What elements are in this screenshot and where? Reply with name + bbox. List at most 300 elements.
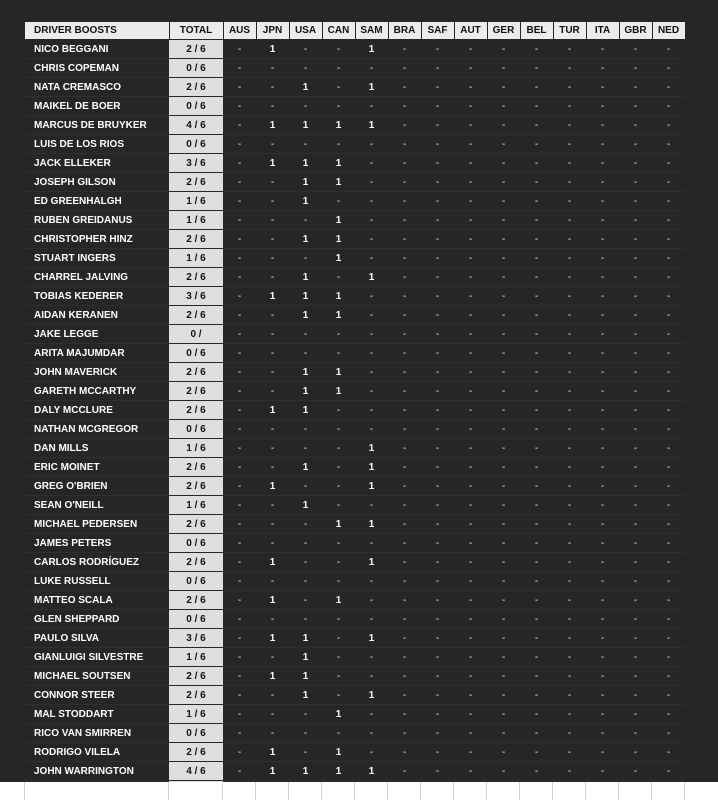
- race-cell-ned[interactable]: -: [652, 249, 685, 268]
- race-cell-jpn[interactable]: -: [256, 59, 289, 78]
- race-cell-aut[interactable]: -: [454, 211, 487, 230]
- race-cell-usa[interactable]: 1: [289, 268, 322, 287]
- total-cell[interactable]: 3 / 6: [169, 287, 223, 306]
- race-cell-aus[interactable]: -: [223, 154, 256, 173]
- race-cell-saf[interactable]: -: [421, 762, 454, 781]
- race-cell-bel[interactable]: -: [520, 458, 553, 477]
- race-cell-aut[interactable]: -: [454, 325, 487, 344]
- race-cell-jpn[interactable]: 1: [256, 743, 289, 762]
- race-cell-bel[interactable]: -: [520, 116, 553, 135]
- race-header-gbr[interactable]: GBR: [619, 22, 652, 40]
- race-cell-can[interactable]: -: [322, 401, 355, 420]
- race-cell-usa[interactable]: 1: [289, 306, 322, 325]
- race-cell-gbr[interactable]: -: [619, 363, 652, 382]
- race-cell-can[interactable]: -: [322, 344, 355, 363]
- race-cell-tur[interactable]: -: [553, 629, 586, 648]
- race-cell-tur[interactable]: -: [553, 496, 586, 515]
- race-cell-ned[interactable]: -: [652, 762, 685, 781]
- race-cell-gbr[interactable]: -: [619, 458, 652, 477]
- total-cell[interactable]: 1 / 6: [169, 211, 223, 230]
- race-cell-saf[interactable]: -: [421, 287, 454, 306]
- race-cell-ita[interactable]: -: [586, 724, 619, 743]
- race-cell-saf[interactable]: -: [421, 78, 454, 97]
- race-cell-sam[interactable]: -: [355, 724, 388, 743]
- race-cell-ger[interactable]: -: [487, 648, 520, 667]
- race-cell-ger[interactable]: -: [487, 515, 520, 534]
- race-cell-aus[interactable]: -: [223, 553, 256, 572]
- race-cell-ita[interactable]: -: [586, 230, 619, 249]
- race-cell-aus[interactable]: -: [223, 420, 256, 439]
- race-cell-bel[interactable]: -: [520, 629, 553, 648]
- race-cell-jpn[interactable]: -: [256, 572, 289, 591]
- race-cell-ned[interactable]: -: [652, 534, 685, 553]
- race-cell-bra[interactable]: -: [388, 306, 421, 325]
- race-cell-jpn[interactable]: -: [256, 211, 289, 230]
- driver-name-cell[interactable]: CHARREL JALVING: [25, 268, 169, 287]
- race-cell-bra[interactable]: -: [388, 572, 421, 591]
- race-cell-jpn[interactable]: -: [256, 420, 289, 439]
- driver-name-cell[interactable]: JACK ELLEKER: [25, 154, 169, 173]
- race-cell-aus[interactable]: -: [223, 40, 256, 59]
- race-cell-usa[interactable]: 1: [289, 667, 322, 686]
- race-cell-tur[interactable]: -: [553, 534, 586, 553]
- race-cell-ned[interactable]: -: [652, 306, 685, 325]
- race-cell-ger[interactable]: -: [487, 724, 520, 743]
- race-cell-bel[interactable]: -: [520, 610, 553, 629]
- race-cell-sam[interactable]: -: [355, 135, 388, 154]
- race-cell-aus[interactable]: -: [223, 192, 256, 211]
- race-cell-ita[interactable]: -: [586, 420, 619, 439]
- race-cell-gbr[interactable]: -: [619, 762, 652, 781]
- total-cell[interactable]: 1 / 6: [169, 705, 223, 724]
- race-cell-saf[interactable]: -: [421, 553, 454, 572]
- race-cell-ita[interactable]: -: [586, 572, 619, 591]
- race-cell-aut[interactable]: -: [454, 572, 487, 591]
- race-cell-aut[interactable]: -: [454, 154, 487, 173]
- race-cell-aut[interactable]: -: [454, 287, 487, 306]
- race-cell-bra[interactable]: -: [388, 477, 421, 496]
- race-cell-aut[interactable]: -: [454, 78, 487, 97]
- race-cell-ned[interactable]: -: [652, 420, 685, 439]
- race-cell-tur[interactable]: -: [553, 458, 586, 477]
- total-cell[interactable]: 0 / 6: [169, 534, 223, 553]
- race-cell-ger[interactable]: -: [487, 420, 520, 439]
- race-cell-tur[interactable]: -: [553, 705, 586, 724]
- race-cell-aus[interactable]: -: [223, 211, 256, 230]
- race-cell-tur[interactable]: -: [553, 420, 586, 439]
- total-cell[interactable]: 2 / 6: [169, 230, 223, 249]
- race-cell-gbr[interactable]: -: [619, 78, 652, 97]
- race-cell-bel[interactable]: -: [520, 401, 553, 420]
- race-cell-aut[interactable]: -: [454, 629, 487, 648]
- race-cell-ned[interactable]: -: [652, 173, 685, 192]
- race-cell-can[interactable]: 1: [322, 591, 355, 610]
- race-cell-can[interactable]: 1: [322, 154, 355, 173]
- driver-name-cell[interactable]: ED GREENHALGH: [25, 192, 169, 211]
- race-cell-sam[interactable]: -: [355, 591, 388, 610]
- race-cell-gbr[interactable]: -: [619, 116, 652, 135]
- race-cell-ned[interactable]: -: [652, 496, 685, 515]
- race-cell-tur[interactable]: -: [553, 382, 586, 401]
- race-cell-aut[interactable]: -: [454, 116, 487, 135]
- race-cell-bel[interactable]: -: [520, 211, 553, 230]
- driver-name-cell[interactable]: DALY MCCLURE: [25, 401, 169, 420]
- race-cell-jpn[interactable]: 1: [256, 401, 289, 420]
- race-cell-bel[interactable]: -: [520, 572, 553, 591]
- race-cell-gbr[interactable]: -: [619, 344, 652, 363]
- race-cell-bra[interactable]: -: [388, 325, 421, 344]
- race-cell-ned[interactable]: -: [652, 211, 685, 230]
- race-cell-aus[interactable]: -: [223, 306, 256, 325]
- race-cell-bel[interactable]: -: [520, 420, 553, 439]
- race-cell-aut[interactable]: -: [454, 401, 487, 420]
- race-cell-gbr[interactable]: -: [619, 591, 652, 610]
- race-cell-sam[interactable]: -: [355, 534, 388, 553]
- race-header-jpn[interactable]: JPN: [256, 22, 289, 40]
- race-cell-usa[interactable]: 1: [289, 363, 322, 382]
- race-cell-ita[interactable]: -: [586, 306, 619, 325]
- race-cell-can[interactable]: -: [322, 420, 355, 439]
- race-cell-can[interactable]: -: [322, 686, 355, 705]
- race-cell-ita[interactable]: -: [586, 116, 619, 135]
- race-cell-can[interactable]: -: [322, 439, 355, 458]
- race-cell-saf[interactable]: -: [421, 59, 454, 78]
- race-cell-tur[interactable]: -: [553, 344, 586, 363]
- race-cell-aus[interactable]: -: [223, 382, 256, 401]
- race-cell-ger[interactable]: -: [487, 439, 520, 458]
- race-cell-ned[interactable]: -: [652, 287, 685, 306]
- race-cell-sam[interactable]: -: [355, 667, 388, 686]
- race-cell-saf[interactable]: -: [421, 458, 454, 477]
- race-cell-ger[interactable]: -: [487, 211, 520, 230]
- race-cell-ned[interactable]: -: [652, 705, 685, 724]
- race-cell-jpn[interactable]: -: [256, 534, 289, 553]
- race-cell-ger[interactable]: -: [487, 154, 520, 173]
- total-cell[interactable]: 2 / 6: [169, 458, 223, 477]
- race-cell-bra[interactable]: -: [388, 610, 421, 629]
- race-cell-tur[interactable]: -: [553, 515, 586, 534]
- race-cell-ned[interactable]: -: [652, 477, 685, 496]
- title-header-cell[interactable]: DRIVER BOOSTS: [25, 22, 169, 40]
- race-cell-gbr[interactable]: -: [619, 572, 652, 591]
- race-cell-ned[interactable]: -: [652, 78, 685, 97]
- race-cell-bel[interactable]: -: [520, 249, 553, 268]
- driver-name-cell[interactable]: PAULO SILVA: [25, 629, 169, 648]
- race-cell-saf[interactable]: -: [421, 344, 454, 363]
- race-cell-usa[interactable]: 1: [289, 496, 322, 515]
- race-cell-jpn[interactable]: -: [256, 610, 289, 629]
- race-cell-ned[interactable]: -: [652, 363, 685, 382]
- race-cell-saf[interactable]: -: [421, 667, 454, 686]
- race-cell-ita[interactable]: -: [586, 534, 619, 553]
- race-cell-ger[interactable]: -: [487, 230, 520, 249]
- race-cell-jpn[interactable]: -: [256, 648, 289, 667]
- race-cell-ita[interactable]: -: [586, 477, 619, 496]
- race-cell-can[interactable]: 1: [322, 515, 355, 534]
- race-cell-bra[interactable]: -: [388, 743, 421, 762]
- race-cell-gbr[interactable]: -: [619, 648, 652, 667]
- race-cell-can[interactable]: 1: [322, 762, 355, 781]
- race-cell-bel[interactable]: -: [520, 477, 553, 496]
- driver-name-cell[interactable]: JOHN MAVERICK: [25, 363, 169, 382]
- race-cell-ger[interactable]: -: [487, 78, 520, 97]
- race-cell-sam[interactable]: 1: [355, 116, 388, 135]
- race-cell-bra[interactable]: -: [388, 382, 421, 401]
- race-cell-gbr[interactable]: -: [619, 59, 652, 78]
- race-cell-jpn[interactable]: 1: [256, 762, 289, 781]
- race-cell-gbr[interactable]: -: [619, 40, 652, 59]
- race-cell-aus[interactable]: -: [223, 439, 256, 458]
- race-cell-gbr[interactable]: -: [619, 325, 652, 344]
- race-cell-tur[interactable]: -: [553, 97, 586, 116]
- race-cell-aus[interactable]: -: [223, 268, 256, 287]
- race-cell-sam[interactable]: 1: [355, 78, 388, 97]
- race-cell-aus[interactable]: -: [223, 572, 256, 591]
- race-cell-saf[interactable]: -: [421, 325, 454, 344]
- race-cell-can[interactable]: 1: [322, 173, 355, 192]
- race-cell-usa[interactable]: -: [289, 553, 322, 572]
- driver-name-cell[interactable]: CHRISTOPHER HINZ: [25, 230, 169, 249]
- race-cell-bel[interactable]: -: [520, 553, 553, 572]
- total-cell[interactable]: 0 / 6: [169, 724, 223, 743]
- driver-name-cell[interactable]: NICO BEGGANI: [25, 40, 169, 59]
- race-cell-tur[interactable]: -: [553, 230, 586, 249]
- race-cell-tur[interactable]: -: [553, 572, 586, 591]
- race-cell-aut[interactable]: -: [454, 591, 487, 610]
- race-cell-sam[interactable]: -: [355, 344, 388, 363]
- race-cell-saf[interactable]: -: [421, 496, 454, 515]
- total-cell[interactable]: 2 / 6: [169, 667, 223, 686]
- race-cell-can[interactable]: -: [322, 534, 355, 553]
- race-cell-gbr[interactable]: -: [619, 515, 652, 534]
- race-cell-can[interactable]: 1: [322, 249, 355, 268]
- race-cell-usa[interactable]: 1: [289, 287, 322, 306]
- race-cell-ned[interactable]: -: [652, 572, 685, 591]
- race-cell-bra[interactable]: -: [388, 249, 421, 268]
- race-cell-usa[interactable]: 1: [289, 629, 322, 648]
- race-cell-ned[interactable]: -: [652, 344, 685, 363]
- race-cell-ger[interactable]: -: [487, 287, 520, 306]
- race-cell-usa[interactable]: -: [289, 249, 322, 268]
- race-cell-saf[interactable]: -: [421, 116, 454, 135]
- race-cell-saf[interactable]: -: [421, 743, 454, 762]
- race-cell-jpn[interactable]: 1: [256, 553, 289, 572]
- driver-name-cell[interactable]: GLEN SHEPPARD: [25, 610, 169, 629]
- race-cell-usa[interactable]: -: [289, 724, 322, 743]
- race-cell-gbr[interactable]: -: [619, 401, 652, 420]
- race-cell-ned[interactable]: -: [652, 401, 685, 420]
- race-cell-jpn[interactable]: -: [256, 306, 289, 325]
- race-cell-jpn[interactable]: 1: [256, 591, 289, 610]
- race-cell-usa[interactable]: -: [289, 97, 322, 116]
- race-cell-gbr[interactable]: -: [619, 154, 652, 173]
- race-cell-aus[interactable]: -: [223, 325, 256, 344]
- driver-name-cell[interactable]: RUBEN GREIDANUS: [25, 211, 169, 230]
- race-cell-ita[interactable]: -: [586, 686, 619, 705]
- race-cell-can[interactable]: -: [322, 59, 355, 78]
- race-cell-aut[interactable]: -: [454, 192, 487, 211]
- race-cell-jpn[interactable]: -: [256, 724, 289, 743]
- race-cell-ita[interactable]: -: [586, 363, 619, 382]
- race-cell-tur[interactable]: -: [553, 363, 586, 382]
- race-cell-aut[interactable]: -: [454, 135, 487, 154]
- race-cell-ger[interactable]: -: [487, 762, 520, 781]
- race-cell-jpn[interactable]: -: [256, 439, 289, 458]
- race-cell-ger[interactable]: -: [487, 534, 520, 553]
- race-cell-aus[interactable]: -: [223, 534, 256, 553]
- race-cell-sam[interactable]: -: [355, 59, 388, 78]
- race-cell-ned[interactable]: -: [652, 135, 685, 154]
- race-cell-usa[interactable]: -: [289, 325, 322, 344]
- race-header-bel[interactable]: BEL: [520, 22, 553, 40]
- race-cell-ger[interactable]: -: [487, 40, 520, 59]
- race-cell-ita[interactable]: -: [586, 667, 619, 686]
- race-cell-ger[interactable]: -: [487, 192, 520, 211]
- race-cell-bra[interactable]: -: [388, 59, 421, 78]
- race-cell-tur[interactable]: -: [553, 287, 586, 306]
- race-cell-ger[interactable]: -: [487, 363, 520, 382]
- race-cell-sam[interactable]: -: [355, 249, 388, 268]
- race-cell-jpn[interactable]: 1: [256, 629, 289, 648]
- race-cell-ger[interactable]: -: [487, 686, 520, 705]
- race-cell-bel[interactable]: -: [520, 97, 553, 116]
- total-cell[interactable]: 0 / 6: [169, 135, 223, 154]
- race-cell-gbr[interactable]: -: [619, 192, 652, 211]
- race-cell-tur[interactable]: -: [553, 211, 586, 230]
- race-cell-aut[interactable]: -: [454, 344, 487, 363]
- race-cell-aus[interactable]: -: [223, 249, 256, 268]
- race-cell-sam[interactable]: -: [355, 401, 388, 420]
- race-cell-ned[interactable]: -: [652, 154, 685, 173]
- race-cell-sam[interactable]: -: [355, 496, 388, 515]
- race-cell-ned[interactable]: -: [652, 648, 685, 667]
- race-header-aut[interactable]: AUT: [454, 22, 487, 40]
- race-cell-sam[interactable]: 1: [355, 553, 388, 572]
- race-cell-gbr[interactable]: -: [619, 439, 652, 458]
- race-cell-bra[interactable]: -: [388, 135, 421, 154]
- race-cell-ita[interactable]: -: [586, 173, 619, 192]
- race-cell-ned[interactable]: -: [652, 667, 685, 686]
- race-cell-usa[interactable]: -: [289, 211, 322, 230]
- race-cell-jpn[interactable]: -: [256, 496, 289, 515]
- race-cell-saf[interactable]: -: [421, 477, 454, 496]
- race-cell-saf[interactable]: -: [421, 515, 454, 534]
- race-cell-tur[interactable]: -: [553, 591, 586, 610]
- race-cell-usa[interactable]: -: [289, 705, 322, 724]
- race-cell-gbr[interactable]: -: [619, 97, 652, 116]
- race-cell-ned[interactable]: -: [652, 382, 685, 401]
- race-cell-aus[interactable]: -: [223, 173, 256, 192]
- driver-name-cell[interactable]: MICHAEL SOUTSEN: [25, 667, 169, 686]
- race-cell-ned[interactable]: -: [652, 686, 685, 705]
- race-cell-can[interactable]: -: [322, 610, 355, 629]
- driver-name-cell[interactable]: GARETH MCCARTHY: [25, 382, 169, 401]
- race-cell-ned[interactable]: -: [652, 325, 685, 344]
- race-cell-aus[interactable]: -: [223, 743, 256, 762]
- race-cell-ned[interactable]: -: [652, 268, 685, 287]
- race-cell-jpn[interactable]: -: [256, 363, 289, 382]
- race-cell-aut[interactable]: -: [454, 743, 487, 762]
- race-cell-tur[interactable]: -: [553, 249, 586, 268]
- total-cell[interactable]: 2 / 6: [169, 515, 223, 534]
- race-cell-can[interactable]: 1: [322, 363, 355, 382]
- race-cell-usa[interactable]: 1: [289, 78, 322, 97]
- race-cell-saf[interactable]: -: [421, 610, 454, 629]
- race-cell-can[interactable]: -: [322, 553, 355, 572]
- race-cell-gbr[interactable]: -: [619, 230, 652, 249]
- total-cell[interactable]: 2 / 6: [169, 306, 223, 325]
- total-cell[interactable]: 1 / 6: [169, 192, 223, 211]
- race-cell-saf[interactable]: -: [421, 268, 454, 287]
- race-cell-gbr[interactable]: -: [619, 135, 652, 154]
- race-cell-gbr[interactable]: -: [619, 534, 652, 553]
- race-cell-bra[interactable]: -: [388, 534, 421, 553]
- race-cell-tur[interactable]: -: [553, 667, 586, 686]
- race-cell-aus[interactable]: -: [223, 667, 256, 686]
- race-cell-jpn[interactable]: -: [256, 173, 289, 192]
- race-cell-usa[interactable]: -: [289, 344, 322, 363]
- race-cell-bra[interactable]: -: [388, 97, 421, 116]
- race-cell-gbr[interactable]: -: [619, 211, 652, 230]
- race-cell-sam[interactable]: 1: [355, 686, 388, 705]
- race-cell-bel[interactable]: -: [520, 667, 553, 686]
- race-cell-jpn[interactable]: 1: [256, 116, 289, 135]
- race-cell-saf[interactable]: -: [421, 363, 454, 382]
- race-cell-ita[interactable]: -: [586, 249, 619, 268]
- race-cell-can[interactable]: -: [322, 458, 355, 477]
- total-cell[interactable]: 3 / 6: [169, 629, 223, 648]
- race-cell-ger[interactable]: -: [487, 173, 520, 192]
- race-cell-bel[interactable]: -: [520, 306, 553, 325]
- race-cell-aut[interactable]: -: [454, 515, 487, 534]
- race-cell-saf[interactable]: -: [421, 135, 454, 154]
- race-cell-can[interactable]: 1: [322, 306, 355, 325]
- total-cell[interactable]: 2 / 6: [169, 591, 223, 610]
- driver-name-cell[interactable]: JAMES PETERS: [25, 534, 169, 553]
- driver-name-cell[interactable]: RICO VAN SMIRREN: [25, 724, 169, 743]
- race-cell-saf[interactable]: -: [421, 97, 454, 116]
- race-cell-saf[interactable]: -: [421, 382, 454, 401]
- race-cell-aut[interactable]: -: [454, 686, 487, 705]
- race-cell-saf[interactable]: -: [421, 648, 454, 667]
- race-cell-ned[interactable]: -: [652, 97, 685, 116]
- driver-name-cell[interactable]: JAKE LEGGE: [25, 325, 169, 344]
- race-cell-usa[interactable]: 1: [289, 762, 322, 781]
- race-cell-bel[interactable]: -: [520, 135, 553, 154]
- race-cell-bra[interactable]: -: [388, 230, 421, 249]
- race-cell-aus[interactable]: -: [223, 515, 256, 534]
- race-cell-aut[interactable]: -: [454, 553, 487, 572]
- race-cell-bel[interactable]: -: [520, 743, 553, 762]
- race-cell-usa[interactable]: 1: [289, 192, 322, 211]
- race-cell-sam[interactable]: -: [355, 743, 388, 762]
- race-cell-usa[interactable]: -: [289, 477, 322, 496]
- race-cell-bel[interactable]: -: [520, 515, 553, 534]
- race-cell-usa[interactable]: -: [289, 420, 322, 439]
- race-cell-bel[interactable]: -: [520, 287, 553, 306]
- driver-name-cell[interactable]: GIANLUIGI SILVESTRE: [25, 648, 169, 667]
- race-cell-ger[interactable]: -: [487, 743, 520, 762]
- race-cell-aut[interactable]: -: [454, 458, 487, 477]
- race-cell-gbr[interactable]: -: [619, 610, 652, 629]
- total-cell[interactable]: 0 / 6: [169, 97, 223, 116]
- race-cell-tur[interactable]: -: [553, 325, 586, 344]
- race-cell-saf[interactable]: -: [421, 629, 454, 648]
- race-cell-bel[interactable]: -: [520, 534, 553, 553]
- race-cell-ita[interactable]: -: [586, 591, 619, 610]
- race-header-can[interactable]: CAN: [322, 22, 355, 40]
- race-cell-bel[interactable]: -: [520, 268, 553, 287]
